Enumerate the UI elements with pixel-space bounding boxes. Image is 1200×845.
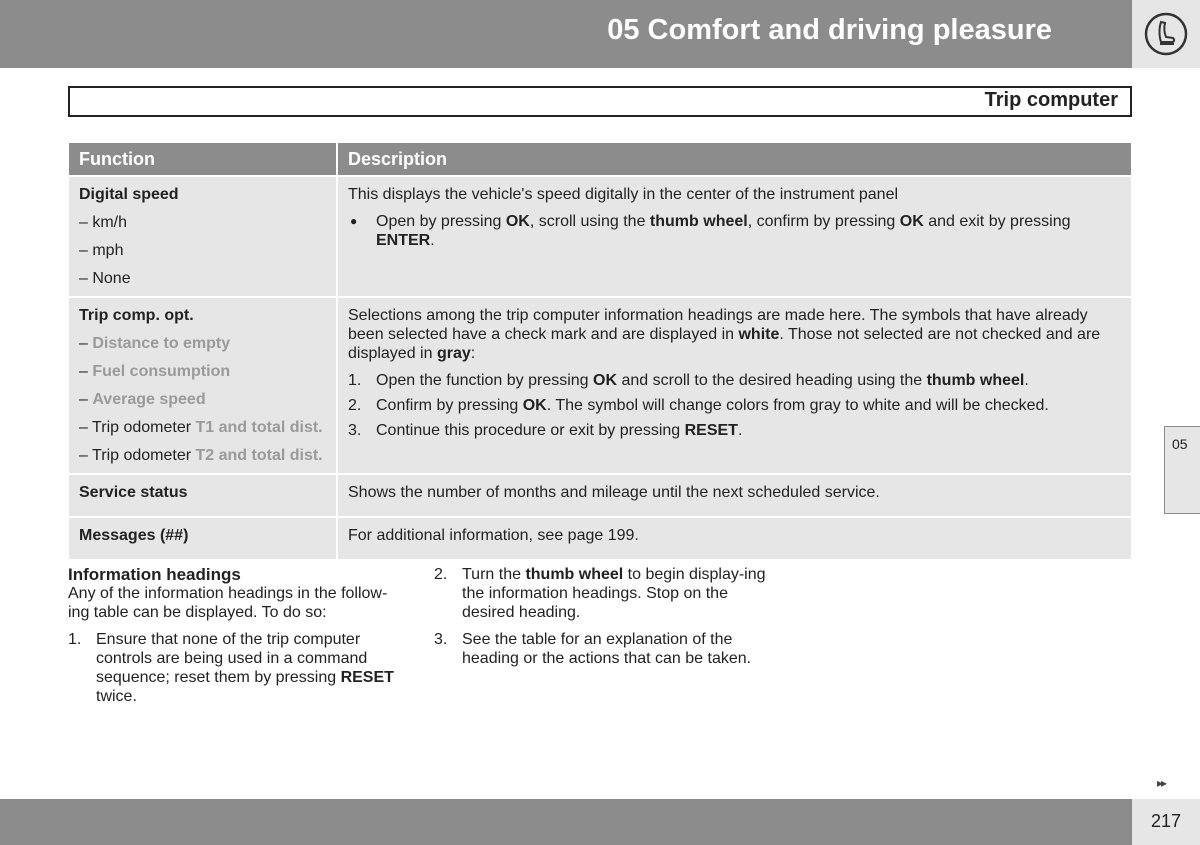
description-cell: Shows the number of months and mileage until the next scheduled service. [337,474,1131,517]
step-list [348,371,1121,440]
function-name: Messages (##) [79,527,189,544]
body-column-right [434,565,769,676]
option-mph: – mph [79,242,124,259]
bullet-list [348,212,1121,250]
description-text: Selections among the trip computer information headings are made here. The symbols that have already been selected have a check mark and are displayed in white. Those not selected are not checked and are displayed in gray: [348,307,1101,362]
description-cell [337,176,1131,297]
section-title: Trip computer [984,89,1118,111]
function-cell [69,297,337,474]
option-distance-to-empty: – Distance to empty [79,335,231,352]
description-cell [337,297,1131,474]
table-row-service-status [69,474,1131,517]
table-row-trip-comp-opt [69,297,1131,474]
step-item: 1. Open the function by pressing OK and scroll to the desired heading using the thumb wheel. [348,372,1029,389]
option-trip-odometer-t2: – Trip odometer T2 and total dist. [79,447,323,464]
option-trip-odometer-t1: – Trip odometer T1 and total dist. [79,419,323,436]
function-name: Service status [79,484,188,501]
intro-text: Any of the information headings in the follow-ing table can be displayed. To do so: [68,585,388,621]
step-item: 3. See the table for an explanation of the heading or the actions that can be taken. [434,631,752,667]
table-row-digital-speed [69,176,1131,297]
seat-icon [1144,12,1188,56]
step-item: 2. Confirm by pressing OK. The symbol will change colors from gray to white and will be checked. [348,397,1049,414]
column-header-description: Description [337,143,1131,176]
instruction-steps [68,630,403,706]
function-cell [69,474,337,517]
page-number-box [1132,799,1200,845]
page-number: 217 [1150,811,1181,831]
footer-bar [0,799,1132,845]
table-row-messages [69,517,1131,559]
next-page-arrows-icon[interactable]: ▸▸ [1157,776,1166,790]
chapter-header-bar [0,0,1132,68]
function-name: Trip comp. opt. [79,307,194,324]
step-item: 1. Ensure that none of the trip computer controls are being used in a command sequence; reset them by pressing RESET twice. [68,631,394,705]
chapter-tab-label: 05 [1172,436,1188,452]
option-fuel-consumption: – Fuel consumption [79,363,231,380]
function-table [69,143,1131,559]
body-column-left [68,565,403,714]
instruction-steps [434,565,769,668]
description-text: This displays the vehicle's speed digitally in the center of the instrument panel [348,186,899,203]
function-cell [69,517,337,559]
step-item: 3. Continue this procedure or exit by pressing RESET. [348,422,743,439]
step-item: 2. Turn the thumb wheel to begin display-ing the information headings. Stop on the desired heading. [434,566,766,621]
option-average-speed: – Average speed [79,391,206,408]
description-cell: For additional information, see page 199. [337,517,1131,559]
option-kmh: – km/h [79,214,128,231]
option-none: – None [79,270,131,287]
chapter-title: 05 Comfort and driving pleasure [607,14,1052,46]
chapter-side-tab[interactable] [1164,426,1200,514]
bullet-item: ● Open by pressing OK, scroll using the thumb wheel, confirm by pressing OK and exit by pressing ENTER. [348,212,1121,250]
function-cell [69,176,337,297]
subheading: Information headings [68,565,241,584]
function-name: Digital speed [79,186,179,203]
table-header-row [69,143,1131,176]
column-header-function: Function [69,143,337,176]
section-title-box [68,86,1132,117]
chapter-icon-box [1132,0,1200,68]
